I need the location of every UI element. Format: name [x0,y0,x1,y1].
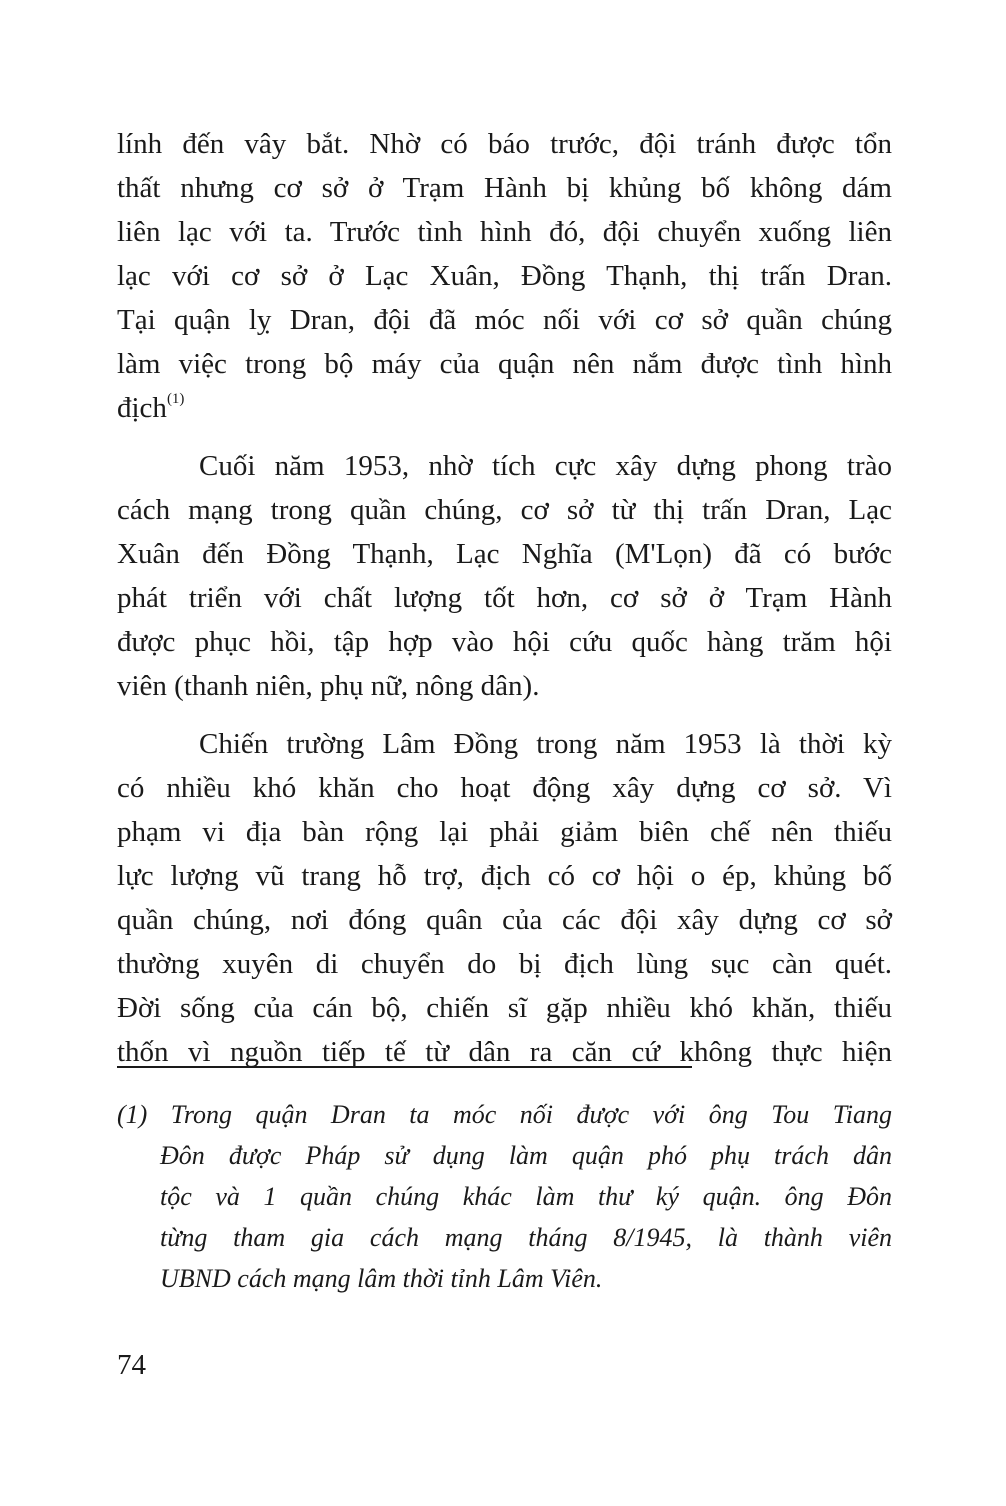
paragraph-3-line-5: quần chúng, nơi đóng quân của các đội xây dựng cơ sở [117,904,892,936]
paragraph-1-line-2: thất nhưng cơ sở ở Trạm Hành bị khủng bố không dám [117,172,892,204]
footnote-divider [117,1066,692,1068]
paragraph-1-line-6: làm việc trong bộ máy của quận nên nắm được tình hình [117,348,892,380]
page-number: 74 [117,1349,146,1381]
paragraph-3-line-8: thốn vì nguồn tiếp tế từ dân ra căn cứ không thực hiện [117,1036,892,1068]
paragraph-2-line-3: Xuân đến Đồng Thạnh, Lạc Nghĩa (M'Lọn) đã có bước [117,538,892,570]
paragraph-3-line-6: thường xuyên di chuyển do bị địch lùng sục càn quét. [117,948,892,980]
paragraph-2-line-5: được phục hồi, tập hợp vào hội cứu quốc hàng trăm hội [117,626,892,658]
paragraph-2-line-1: Cuối năm 1953, nhờ tích cực xây dựng phong trào [199,450,892,482]
footnote-line-4: từng tham gia cách mạng tháng 8/1945, là thành viên [160,1223,892,1252]
paragraph-1-line-3: liên lạc với ta. Trước tình hình đó, đội chuyển xuống liên [117,216,892,248]
paragraph-3-line-2: có nhiều khó khăn cho hoạt động xây dựng cơ sở. Vì [117,772,892,804]
paragraph-2-line-2: cách mạng trong quần chúng, cơ sở từ thị trấn Dran, Lạc [117,494,892,526]
body-text [117,122,892,1074]
paragraph-3-line-1: Chiến trường Lâm Đồng trong năm 1953 là thời kỳ [199,728,892,760]
footnote-line-1: (1) Trong quận Dran ta móc nối được với ông Tou Tiang [117,1100,892,1129]
footnote-line-2: Đôn được Pháp sử dụng làm quận phó phụ trách dân [160,1141,892,1170]
paragraph-gap [117,708,892,722]
paragraph-3-line-7: Đời sống của cán bộ, chiến sĩ gặp nhiều khó khăn, thiếu [117,992,892,1024]
paragraph-2-line-4: phát triển với chất lượng tốt hơn, cơ sở ở Trạm Hành [117,582,892,614]
paragraph-1-line-1: lính đến vây bắt. Nhờ có báo trước, đội tránh được tổn [117,128,892,160]
paragraph-2-line-6: viên (thanh niên, phụ nữ, nông dân). [117,670,540,702]
paragraph-1-line-5: Tại quận lỵ Dran, đội đã móc nối với cơ sở quần chúng [117,304,892,336]
footnote-line-5: UBND cách mạng lâm thời tỉnh Lâm Viên. [160,1264,603,1293]
paragraph-gap [117,430,892,444]
paragraph-3-line-3: phạm vi địa bàn rộng lại phải giảm biên chế nên thiếu [117,816,892,848]
footnote-line-3: tộc và 1 quần chúng khác làm thư ký quận. ông Đôn [160,1182,892,1211]
paragraph-1-line-7 [117,386,892,430]
paragraph-1-line-4: lạc với cơ sở ở Lạc Xuân, Đồng Thạnh, thị trấn Dran. [117,260,892,292]
footnote [117,1094,892,1299]
paragraph-3-line-4: lực lượng vũ trang hỗ trợ, địch có cơ hội o ép, khủng bố [117,860,892,892]
footnote-reference: (1) [166,391,185,407]
paragraph-1-last-word: địch [117,392,167,424]
